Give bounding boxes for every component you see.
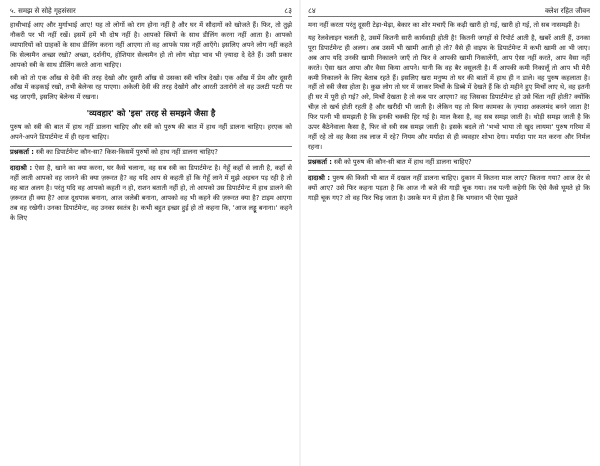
left-paragraph-2: स्त्री को तो एक आँख से देवी की तरह देखो और दूसरी आँख से उसका स्त्री चरित्र देखो। एक आँख में प्रेम और दूसरी आँख में कड़काई रखो, तभी बेलेन्स रह पाएगा। अकेली देवी की तरह देखोगे और आरती उतारोगे तो वह उलटी पटरी पर चढ़ जाएगी, इसलिए बेलेन्स में रखना। [10,73,292,102]
section-heading: 'व्यवहार' को 'इस' तरह से समझने जैसा है [86,108,216,119]
answer-text: ऐसा है, खाने का क्या करना, घर कैसे चलाना, वह सब स्त्री का डिपार्टमेन्ट है। गेहूँ कहाँ से लाती है, कहाँ से नहीं लाती आपको वह जानने की क्या ज़रूरत है? वह यदि आप से कहती हों कि गेहूँ लाने में मुझे अड़चन पड़ रही है तो वह बात अलग है। परंतु यदि वह आपको कहती न हो, राशन बताती नहीं हो, तो आपको उस डिपार्टमेन्ट में हाथ डालने की ज़रूरत ही क्या है? आज दूधपाक बनाना, आज जलेबी बनाना, आपको वह भी कहने की ज़रूरत क्या है? टाइम आएगा तब वह रखेगी। उनका डिपार्टमेन्ट, वह उनका स्वतंत्र है। कभी बहुत इच्छा हुई हो तो कहना कि, 'आज लड्डू बनाना।' कहने के लिए [10,163,292,222]
right-page [300,0,600,466]
question-label: प्रश्नकर्ता : [308,157,332,166]
right-running-title: क्लेश रहित जीवन [545,6,590,15]
left-paragraph-1: हाथीभाई आए और मुर्गाभाई आए! यह तो लोगों को राग होना नहीं है और घर में सौदागों को खोजते हैं। फिर, तो तुझे नौकरी पर भी नहीं रखें। इसमें हमें भी दोष नहीं है। आपको स्त्रियों के साथ डीलिंग करना नहीं आता है। आपको व्यापारियों को ग्राहकों के साथ डीलिंग करना नहीं आएगा तो वह आपके पास नहीं आएँगे। इसलिए अपने लोग नहीं कहते कि सेल्समैन अच्छा रखो? अच्छा, दर्शनीय, होशियार सेल्समैन हो तो लोग थोड़ा भाव भी ज़्यादा दे देते हैं। उसी प्रकार आपको स्त्री के साथ डीलिंग करते आना चाहिए। [10,21,292,69]
right-page-header [308,6,590,17]
left-intro-paragraph: पुरुष को स्त्री की बात में हाथ नहीं डालना चाहिए और स्त्री को पुरुष की बात में हाथ नहीं डालना चाहिए। हरएक को अपने-अपने डिपार्टमेन्ट में ही रहना चाहिए। [10,123,292,142]
answer-label: दादाश्री : [308,173,330,182]
answer-text: पुरुष की किसी भी बात में दखल नहीं डालना चाहिए। दुकान में कितना माल लाए? कितना गया? आज देर से क्यों आए? उसे फिर कहना पड़ता है कि आज नौ बजे की गाड़ी चूक गया। तब पत्नी कहेगी कि ऐसे कैसे घूमते हो कि गाड़ी चूक गए? तो वह फिर चिढ़ जाता है। उसके मन में होता है कि भगवान भी ऐसा पूछते [308,173,590,202]
left-question [10,146,292,161]
left-running-title: ५. समझ से सोहे गृहसंसार [10,6,76,15]
question-label: प्रश्नकर्ता : [10,148,34,157]
answer-label: दादाश्री : [10,163,33,172]
right-question [308,156,590,171]
question-text: स्त्री का डिपार्टमेन्ट कौन-सा? किस-किसमें पुरुषों को हाथ नहीं डालना चाहिए? [36,148,218,157]
left-page-number: ८३ [284,6,292,15]
left-answer [10,164,292,223]
right-paragraph-2: यह रेलवेलाइन चलती है, उसमें कितनी सारी कार्यवाही होती है! कितनी जगहों से रिपोर्ट आती है, खबरें आती हैं, उनका पूरा डिपार्टमेन्ट ही अलग। अब उसमें भी खामी आती हो तो? वैसे ही वाइफ के डिपार्टमेन्ट में कभी खामी आ भी जाए। अब आप यदि उनकी खामी निकालने जाएँ तो फिर वे आपकी खामी निकालेंगी, आप ऐसा नहीं करते, आप वैसा नहीं करते। ऐसा खत आया और वैसा किया आपने। यानी कि वह बैर वसूलती है। मैं आपकी कमी निकालूँ तो आप भी मेरी कमी निकालने के लिए बेताब रहते हैं। इसलिए खरा मनुष्य तो घर की बातों में हाथ ही न डाले। वह पुरुष कहलाता है। नहीं तो स्त्री जैसा होता है। कुछ लोग तो घर में जाकर मिर्चों के डिब्बे में देखते हैं कि दो महीने हुए मिर्चों लाए थे, वह इतनी ही घर में पूरी हो गई? अरे, मिर्चों देखता है तो कब पार आएगा? वह जिसका डिपार्टमेन्ट हो उसे चिंता नहीं होती? क्योंकि चीज़ तो खर्च होती रहती है और खरीदी भी जाती है। लेकिन यह तो बिना कामका के ज़्यादा अकलमंद बनने जाता है! फिर पत्नी भी समझती है कि इनकी चक्की हिर गई है। माल कैसा है, वह सब समझ जाती है। थोड़ी समझ जाती है कि ऊपर बैठेनेवाला कैसा है, फिर वो स्त्री सब समझ जाती है। इसके बदले तो 'भभो भाया तो खुद लायमा' पुरुष गरिमा में नहीं रहे तो वह कैसा तब लाज में रहे? नियम और मर्यादा से ही व्यवहार शोभा देगा। मर्यादा पार मत करना और निर्मल रहना। [308,33,590,151]
right-paragraph-1: मना नहीं करता परंतु दूसरी टेढ़ा-मेढ़ा, बेकार का शोर मचाएँ कि कढ़ी खारी हो गई, खारी हो गई, तो सब नासमझी है। [308,21,580,29]
right-page-number: ८४ [308,6,316,15]
right-answer [308,174,590,204]
question-text: स्त्री को पुरुष की कौन-सी बात में हाथ नहीं डालना चाहिए? [334,157,472,166]
left-page-header [10,6,292,17]
